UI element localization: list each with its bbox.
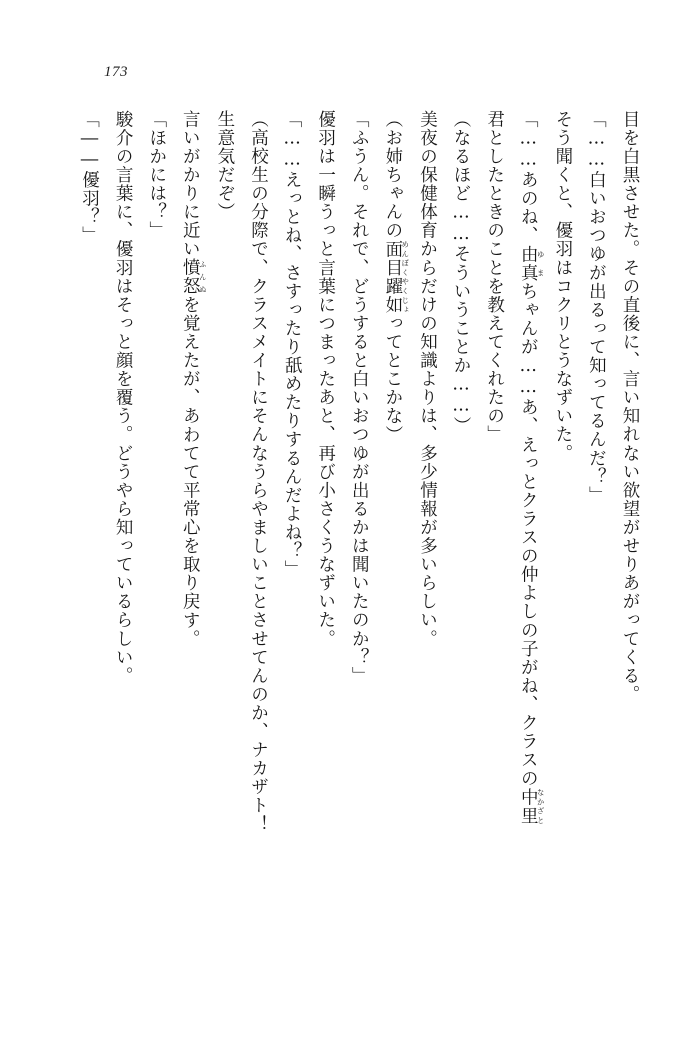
text-line: そう聞くと、優羽はコクリとうなずいた。 xyxy=(552,110,573,463)
text-line: 「……えっとね、さすったり舐めたりするんだよね？」 xyxy=(282,110,303,579)
text-line: 「……あのね、由真ゆまちゃんが……あ、えっとクラスの仲よしの子がね、クラスの中里なかざと xyxy=(518,110,546,825)
text-line: 生意気だぞ） xyxy=(214,110,235,222)
text-line: 君としたときのことを教えてくれたの」 xyxy=(484,110,505,444)
text-line: 「ほかには？」 xyxy=(146,110,167,240)
text-line: 美夜の保健体育からだけの知識よりは、多少情報が多いらしい。 xyxy=(417,110,438,648)
text-line: （なるほど……そういうことか……） xyxy=(451,110,472,436)
text-line: 「――優羽？」 xyxy=(79,110,100,245)
text-line: 「ふうん。それで、どうすると白いおつゆが出るかは聞いたのか？」 xyxy=(349,110,370,686)
text-line: （高校生の分際で、クラスメイトにそんなうらやましいことさせてんのか、ナカザト！ xyxy=(248,110,269,834)
text-line: （お姉ちゃんの面目躍如めんぼくやくじょってとこかな） xyxy=(382,110,411,444)
vertical-text-body xyxy=(68,110,646,940)
text-line: 目を白黒させた。その直後に、言い知れない欲望がせりあがってくる。 xyxy=(620,110,640,704)
text-line: 言いがかりに近い憤怒ふんぬを覚えたが、あわてて平常心を取り戻す。 xyxy=(180,110,208,648)
text-line: 駿介の言葉に、優羽はそっと顔を覆う。どうやら知っているらしい。 xyxy=(113,110,134,686)
page-number: 173 xyxy=(104,64,128,80)
text-line: 優羽は一瞬うっと言葉につまったあと、再び小さくうなずいた。 xyxy=(315,110,336,648)
text-line: 「……白いおつゆが出るって知ってるんだ？」 xyxy=(586,110,607,505)
